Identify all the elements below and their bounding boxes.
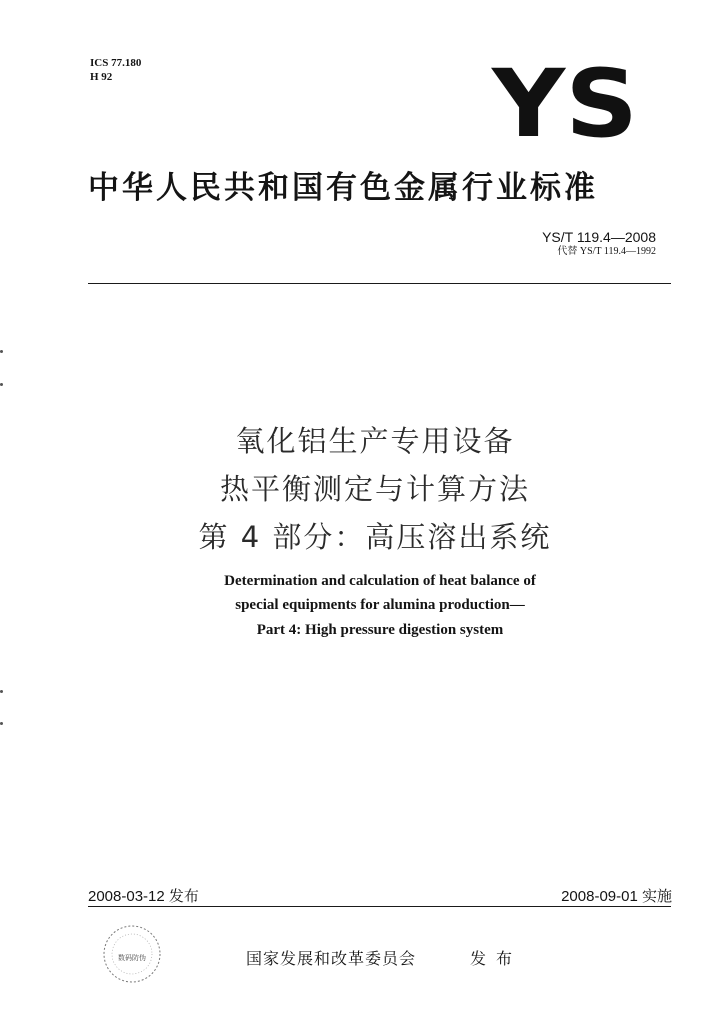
scan-artifact-mark [0, 383, 3, 386]
title-en-line3: Part 4: High pressure digestion system [256, 622, 504, 638]
issuing-authority: 国家发展和改革委员会 [246, 949, 417, 968]
ys-logo [490, 62, 640, 140]
issuing-action: 发布 [470, 949, 523, 968]
ics-code: ICS 77.180 [90, 57, 142, 69]
title-en-line2: special equipments for alumina production— [235, 597, 525, 613]
implementation-date: 2008-09-01 实施 [561, 888, 672, 905]
scan-artifact-mark [0, 690, 3, 693]
issue-date: 2008-03-12 发布 [88, 888, 199, 905]
anti-counterfeit-seal-icon [100, 922, 164, 986]
standard-replaces: 代替 YS/T 119.4—1992 [557, 246, 656, 257]
title-cn-line3: 第 4 部分：高压溶出系统 [198, 520, 552, 554]
classification-codes [90, 56, 141, 84]
title-cn-line1: 氧化铝生产专用设备 [235, 424, 515, 458]
scan-artifact-mark [0, 350, 3, 353]
footer-divider [88, 906, 671, 907]
title-cn-line2: 热平衡测定与计算方法 [219, 472, 530, 506]
ys-logo-text: YS [490, 62, 638, 140]
scan-artifact-mark [0, 722, 3, 725]
standard-number: YS/T 119.4—2008 [542, 229, 656, 245]
org-title: 中华人民共和国有色金属行业标准 [88, 170, 598, 206]
ccs-code: H 92 [90, 71, 113, 83]
title-en-line1: Determination and calculation of heat balance of [224, 573, 536, 589]
header-divider [88, 283, 671, 284]
seal-text: 数码防伪 [118, 954, 146, 962]
